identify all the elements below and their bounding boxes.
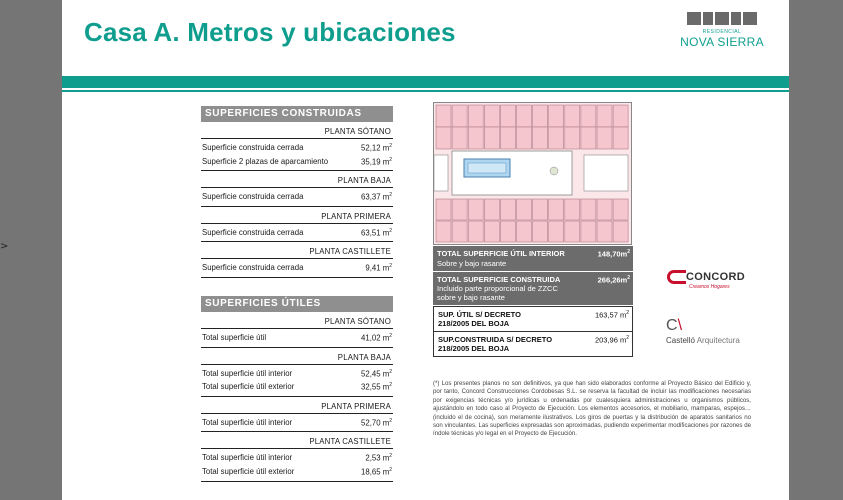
- surface-row: [201, 380, 393, 394]
- disclaimer-note: (*) Los presentes planos no son definitivos, ya que han sido elaborados conforme al Proyecto Básico del Edificio y, por tanto, Concord Construcciones Cordobesas S.L. se reserva la facultad de incluir las modificaciones necesarias por exigencias técnicas y/o jurídicas u ordenadas por cualesquiera administraciones u organismos públicos, ajustándolo en todo caso al Proyecto de Ejecución. Los elementos accesorios, el mobiliario, mamparas, espejos… (incluido el de cocina), son meramente ilustrativos. Los giros de puertas y la distribución de aparatos sanitarios no son vinculantes. Las superficies expresadas son aproximadas, pudiendo experimentar modificaciones por razones de índole técnicas y/o legal en el Proyecto de Ejecución.: [433, 380, 751, 438]
- total-construida-sub1: Incluido parte proporcional de ZZCC: [437, 284, 558, 293]
- decreto-construida-label-1: SUP.CONSTRUIDA S/ DECRETO: [438, 335, 553, 344]
- total-interior-row: [433, 246, 633, 272]
- surface-value: 41,02 m: [361, 333, 390, 343]
- planta-label: PLANTA BAJA: [201, 171, 393, 188]
- floor-plan-drawing: [434, 103, 631, 244]
- page-title: Casa A. Metros y ubicaciones: [84, 17, 456, 47]
- concord-logo: [667, 268, 745, 290]
- total-construida-exp: 2: [627, 274, 630, 281]
- planta-rows: [201, 449, 393, 481]
- decreto-construida-row: [433, 332, 633, 357]
- total-interior-exp: 2: [627, 249, 630, 255]
- surface-unit-exp: 2: [389, 143, 392, 149]
- surface-row: [201, 465, 393, 479]
- surface-row: [201, 226, 393, 240]
- logo-subtitle: RESIDENCIAL: [702, 29, 742, 35]
- surface-name: Superficie construida cerrada: [202, 192, 304, 202]
- decreto-util-label-2: 218/2005 DEL BOJA: [438, 319, 510, 328]
- planta-rows: [201, 224, 393, 243]
- surface-row: [201, 331, 393, 345]
- surface-row: [201, 155, 393, 169]
- surface-name: Superficie construida cerrada: [202, 143, 304, 152]
- concord-name: CONCORD: [686, 270, 745, 283]
- decreto-util-exp: 2: [626, 310, 629, 316]
- utiles-heading: SUPERFICIES ÚTILES: [201, 296, 393, 312]
- construidas-heading: SUPERFICIES CONSTRUIDAS: [201, 106, 393, 122]
- decreto-construida-value: 203,96 m: [594, 335, 627, 345]
- surface-name: Total superficie útil: [202, 332, 267, 342]
- surface-value: 63,37 m: [361, 192, 390, 202]
- total-construida-row: [433, 272, 633, 307]
- surface-row: [201, 190, 393, 204]
- castello-logo: [666, 318, 740, 345]
- side-nav-arrow[interactable]: >: [0, 241, 9, 252]
- concord-mark-icon: [667, 270, 686, 284]
- slide: [62, 0, 789, 500]
- surface-name: Total superficie útil interior: [202, 417, 293, 427]
- surface-unit-exp: 2: [389, 263, 392, 270]
- surface-unit-exp: 2: [389, 156, 392, 163]
- surface-row: [201, 416, 393, 430]
- surface-row: [201, 367, 393, 381]
- header-divider-line: [62, 90, 789, 92]
- planta-label: PLANTA PRIMERA: [201, 207, 393, 224]
- decreto-util-label-1: SUP. ÚTIL S/ DECRETO: [438, 310, 521, 319]
- surface-name: Superficie construida cerrada: [202, 263, 304, 273]
- surfaces-panel: [201, 106, 393, 482]
- surface-value: 9,41 m: [365, 263, 390, 273]
- surface-unit-exp: 2: [389, 453, 392, 460]
- surface-name: Total superficie útil exterior: [202, 382, 295, 392]
- total-interior-label: TOTAL SUPERFICIE ÚTIL INTERIOR: [437, 249, 565, 258]
- total-construida-value: 266,26m: [597, 275, 628, 284]
- surface-name: Total superficie útil exterior: [202, 466, 295, 476]
- surface-value: 63,51 m: [361, 228, 390, 238]
- surface-value: 52,12 m: [361, 143, 390, 153]
- castello-mark-icon: C\: [666, 317, 683, 334]
- total-construida-sub2: sobre y bajo rasante: [437, 293, 505, 302]
- planta-rows: [201, 188, 393, 207]
- planta-rows: [201, 259, 393, 278]
- surface-unit-exp: 2: [389, 382, 392, 389]
- castello-name-2: Arquitectura: [696, 336, 740, 345]
- concord-tagline: Creamos Hogares: [689, 284, 730, 290]
- castello-name: Castelló: [666, 336, 695, 345]
- surface-unit-exp: 2: [389, 192, 392, 199]
- floor-plan-image: [433, 102, 632, 245]
- decreto-construida-exp: 2: [626, 335, 629, 341]
- utiles-section: [201, 296, 393, 482]
- surface-value: 32,55 m: [361, 382, 390, 392]
- planta-label: PLANTA BAJA: [201, 348, 393, 365]
- construidas-section: [201, 106, 393, 278]
- decreto-util-value: 163,57 m: [594, 310, 627, 320]
- surface-row: [201, 451, 393, 465]
- decreto-construida-label-2: 218/2005 DEL BOJA: [438, 344, 510, 353]
- surface-value: 18,65 m: [361, 467, 390, 477]
- planta-label: PLANTA PRIMERA: [201, 397, 393, 414]
- surface-unit-exp: 2: [389, 417, 392, 424]
- surface-unit-exp: 2: [389, 332, 392, 339]
- total-interior-value: 148,70m: [597, 249, 628, 259]
- surface-value: 2,53 m: [365, 453, 390, 463]
- planta-label: PLANTA CASTILLETE: [201, 432, 393, 449]
- surface-unit-exp: 2: [389, 368, 392, 375]
- logo-bars-icon: [672, 12, 772, 25]
- planta-label: PLANTA CASTILLETE: [201, 242, 393, 259]
- planta-label: PLANTA SÓTANO: [201, 312, 393, 329]
- planta-label: PLANTA SÓTANO: [201, 122, 393, 139]
- logo-name: NOVA SIERRA: [680, 35, 764, 49]
- planta-rows: [201, 414, 393, 433]
- total-construida-label: TOTAL SUPERFICIE CONSTRUIDA: [437, 274, 561, 284]
- total-interior-sub: Sobre y bajo rasante: [437, 258, 507, 268]
- header-divider-bar: [62, 76, 789, 88]
- surface-row: [201, 261, 393, 275]
- surface-name: Superficie 2 plazas de aparcamiento: [202, 156, 329, 166]
- surface-name: Total superficie útil interior: [202, 368, 293, 378]
- surface-unit-exp: 2: [389, 227, 392, 234]
- surface-value: 52,70 m: [361, 418, 390, 428]
- planta-rows: [201, 329, 393, 348]
- nova-sierra-logo: [672, 12, 772, 49]
- surface-name: Total superficie útil interior: [202, 453, 293, 463]
- surface-value: 35,19 m: [361, 157, 390, 167]
- surface-row: [201, 141, 393, 155]
- surface-value: 52,45 m: [361, 369, 390, 379]
- planta-rows: [201, 365, 393, 397]
- surface-unit-exp: 2: [389, 466, 392, 473]
- decreto-util-row: [433, 306, 633, 332]
- surface-name: Superficie construida cerrada: [202, 227, 304, 237]
- planta-rows: [201, 139, 393, 171]
- totals-table: [433, 246, 633, 357]
